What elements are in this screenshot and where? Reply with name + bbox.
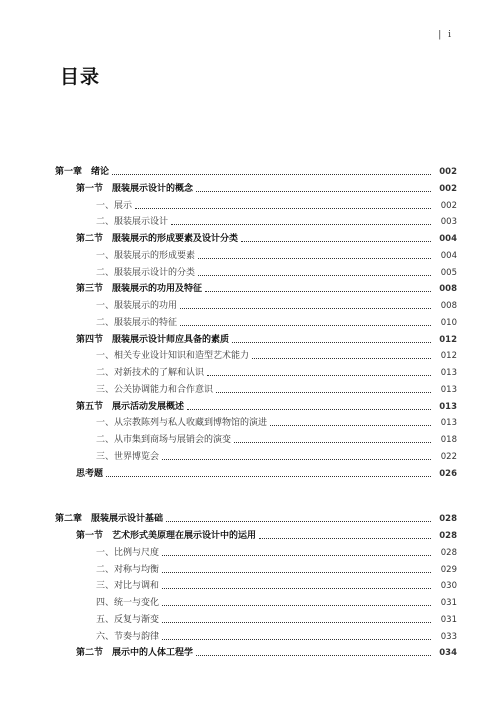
toc-entry-label: 第二节 展示中的人体工程学 — [76, 648, 194, 659]
toc-entry-label: 第一节 服装展示设计的概念 — [76, 183, 194, 194]
toc-entry-label: 二、从市集到商场与展销会的演变 — [96, 435, 232, 445]
toc-entry-page-number: 003 — [440, 217, 457, 228]
toc-entry-page-number: 033 — [440, 631, 457, 642]
toc-entry[interactable] — [76, 329, 457, 346]
toc-entry-label: 四、统一与变化 — [96, 598, 160, 608]
toc-entry-label: 第五节 展示活动发展概述 — [76, 401, 185, 412]
dot-leader — [162, 572, 431, 573]
toc-entry[interactable] — [76, 525, 457, 542]
toc-entry-label: 一、展示 — [96, 200, 133, 211]
toc-entry-page-number: 004 — [440, 250, 457, 261]
toc-entry-label: 二、对新技术的了解和认识 — [96, 368, 205, 378]
dot-leader — [207, 375, 431, 376]
toc-entry[interactable] — [96, 195, 457, 212]
toc-entry[interactable] — [96, 312, 457, 329]
toc-entry-page-number: 002 — [439, 183, 457, 194]
toc-entry[interactable] — [96, 345, 457, 362]
toc-entry-page-number: 031 — [440, 614, 457, 625]
dot-leader — [162, 588, 431, 589]
dot-leader — [180, 325, 431, 326]
toc-entry[interactable] — [55, 161, 457, 178]
toc-entry-label: 二、服装展示的特征 — [96, 317, 178, 328]
toc-entry-page-number: 013 — [440, 418, 457, 429]
toc-entry[interactable] — [96, 446, 457, 463]
toc-entry-page-number: 029 — [440, 564, 457, 575]
dot-leader — [112, 174, 431, 175]
toc-entry[interactable] — [76, 396, 457, 413]
toc-entry-label: 第二章 服装展示设计基础 — [55, 514, 164, 525]
toc-entry[interactable] — [96, 295, 457, 312]
toc-entry[interactable] — [96, 262, 457, 279]
toc-entry-label: 思考题 — [76, 468, 104, 479]
toc-entry-page-number: 008 — [439, 284, 457, 295]
toc-entry-page-number: 004 — [439, 234, 457, 244]
toc-entry-page-number: 026 — [439, 468, 457, 479]
toc-entry-label: 六、节奏与韵律 — [96, 631, 160, 642]
toc-entry[interactable] — [55, 508, 457, 525]
toc-entry-page-number: 012 — [440, 351, 457, 362]
toc-entry-page-number: 028 — [439, 514, 457, 525]
toc-entry[interactable] — [96, 575, 457, 592]
toc-entry-page-number: 018 — [440, 435, 457, 445]
toc-entry-page-number: 012 — [439, 334, 457, 345]
dot-leader — [162, 622, 431, 623]
toc-entry-page-number: 010 — [440, 317, 457, 328]
toc-entry[interactable] — [96, 609, 457, 626]
dot-leader — [106, 476, 431, 477]
toc-entry-page-number: 034 — [439, 648, 457, 659]
toc-entry-page-number: 013 — [439, 401, 457, 412]
page-title: 目录 — [60, 66, 101, 88]
toc-entry[interactable] — [96, 211, 457, 228]
toc-entry-label: 三、公关协调能力和合作意识 — [96, 384, 214, 395]
toc-entry[interactable] — [96, 412, 457, 429]
toc-entry-label: 一、服装展示的形成要素 — [96, 250, 196, 261]
toc-entry[interactable] — [96, 542, 457, 559]
dot-leader — [241, 241, 431, 242]
toc-entry[interactable] — [96, 429, 457, 446]
dot-leader — [198, 275, 431, 276]
toc-entry[interactable] — [96, 559, 457, 576]
dot-leader — [234, 442, 431, 443]
dot-leader — [252, 358, 431, 359]
toc-entry-label: 五、反复与渐变 — [96, 614, 160, 625]
toc-entry-page-number: 008 — [440, 301, 457, 311]
dot-leader — [187, 409, 431, 410]
dot-leader — [171, 224, 431, 225]
dot-leader — [196, 655, 431, 656]
dot-leader — [270, 425, 431, 426]
toc-entry[interactable] — [76, 278, 457, 295]
dot-leader — [135, 208, 431, 209]
toc-entry-page-number: 013 — [440, 384, 457, 395]
toc-entry-label: 一、服装展示的功用 — [96, 301, 178, 311]
toc-entry-page-number: 028 — [440, 547, 457, 558]
dot-leader — [232, 342, 431, 343]
toc-entry[interactable] — [76, 178, 457, 195]
toc-entry-page-number: 028 — [439, 531, 457, 541]
toc-entry[interactable] — [96, 362, 457, 379]
toc-entry-label: 一、比例与尺度 — [96, 547, 160, 558]
toc-entry[interactable] — [96, 245, 457, 262]
toc-entry-page-number: 030 — [440, 581, 457, 592]
dot-leader — [216, 392, 431, 393]
toc-entry-page-number: 005 — [440, 267, 457, 278]
dot-leader — [259, 538, 431, 539]
dot-leader — [162, 605, 431, 606]
toc-entry[interactable] — [76, 228, 457, 245]
toc-entry-label: 二、服装展示设计 — [96, 217, 169, 228]
page-number-mark: | i — [438, 30, 453, 40]
toc-entry-label: 二、对称与均衡 — [96, 564, 160, 575]
toc-entry[interactable] — [96, 592, 457, 609]
toc-entry-label: 一、相关专业设计知识和造型艺术能力 — [96, 351, 250, 362]
dot-leader — [205, 291, 431, 292]
dot-leader — [162, 459, 431, 460]
toc-entry-label: 三、对比与调和 — [96, 581, 160, 592]
toc-entry[interactable] — [96, 379, 457, 396]
toc-entry-page-number: 002 — [439, 167, 457, 177]
dot-leader — [196, 191, 431, 192]
toc-entry-label: 第四节 服装展示设计师应具备的素质 — [76, 334, 230, 345]
toc-entry-page-number: 002 — [440, 200, 457, 211]
dot-leader — [162, 639, 431, 640]
toc-entry[interactable] — [76, 463, 457, 480]
toc-entry-label: 第一章 绪论 — [55, 167, 110, 177]
toc-entry-label: 第一节 艺术形式美原理在展示设计中的运用 — [76, 531, 257, 541]
dot-leader — [198, 258, 431, 259]
dot-leader — [180, 308, 431, 309]
toc-entry[interactable] — [96, 626, 457, 643]
toc-entry-label: 三、世界博览会 — [96, 451, 160, 462]
toc-entry-page-number: 022 — [440, 451, 457, 462]
toc-entry-label: 一、从宗教陈列与私人收藏到博物馆的演进 — [96, 418, 268, 429]
toc-entry-label: 二、服装展示设计的分类 — [96, 267, 196, 278]
toc-entry[interactable] — [76, 642, 457, 659]
dot-leader — [162, 555, 431, 556]
dot-leader — [166, 521, 431, 522]
toc-entry-label: 第二节 服装展示的形成要素及设计分类 — [76, 234, 239, 244]
toc-entry-label: 第三节 服装展示的功用及特征 — [76, 284, 203, 295]
toc-entry-page-number: 013 — [440, 368, 457, 378]
toc-entry-page-number: 031 — [440, 598, 457, 608]
